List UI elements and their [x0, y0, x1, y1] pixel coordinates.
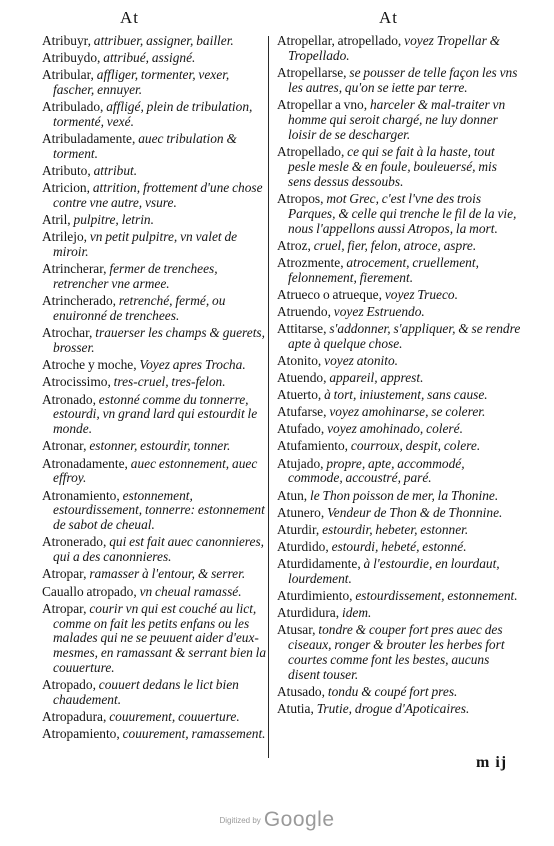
entry-headword: Atribular, [42, 67, 94, 83]
entry-headword: Atropellarse, [277, 65, 347, 80]
entry-definition: voyez Trueco. [384, 286, 458, 302]
dictionary-entry [277, 145, 521, 190]
dictionary-entry [277, 305, 521, 320]
dictionary-entry [42, 358, 270, 373]
dictionary-entry [42, 710, 270, 725]
entry-definition: couuert dedans le lict bien chaudement. [53, 677, 239, 708]
dictionary-entry [277, 256, 521, 286]
entry-headword: Atropar, [42, 600, 87, 616]
entry-definition: idem. [341, 605, 372, 621]
column-header-left: At [120, 8, 139, 27]
entry-definition: attribut. [93, 163, 138, 179]
entry-headword: Attitarse, [277, 321, 327, 336]
entry-definition: affligé, plein de tribulation, tormenté, vexé. [53, 99, 253, 130]
dictionary-entry [277, 589, 521, 604]
entry-headword: Atrochar, [42, 325, 93, 341]
entry-headword: Atuendo, [277, 370, 327, 386]
entry-definition: estonnement, estourdissement, tonnerre: estonnement de sabot de cheual. [53, 487, 265, 533]
entry-definition: attribué, assigné. [103, 50, 196, 66]
dictionary-entry [277, 239, 521, 254]
entry-definition: Voyez apres Trocha. [139, 357, 246, 373]
entry-headword: Atroche y moche, [42, 357, 137, 373]
dictionary-entry [277, 439, 521, 454]
entry-definition: à l'estourdie, en lourdaut, lourdement. [288, 555, 500, 586]
dictionary-entry [42, 213, 270, 228]
digitized-by-text: Digitized by [219, 816, 261, 825]
entry-definition: trauerser les champs & guerets, brosser. [53, 325, 265, 356]
entry-headword: Atroz, [277, 237, 311, 253]
entry-headword: Atropado, [42, 677, 96, 693]
dictionary-entry [42, 535, 270, 565]
entry-definition: se pousser de telle façon les vns les autres, qu'on se iette par terre. [288, 65, 518, 95]
entry-headword: Atropos, [277, 190, 324, 206]
entry-headword: Atufado, [277, 421, 325, 437]
entry-definition: couurement, couuerture. [109, 709, 240, 725]
entry-definition: atrocement, cruellement, felonnement, fierement. [288, 254, 479, 285]
dictionary-entry [42, 100, 270, 130]
dictionary-entry [42, 678, 270, 708]
entry-headword: Atronar, [42, 438, 87, 454]
entry-definition: s'addonner, s'appliquer, & se rendre apte à quelque chose. [288, 321, 521, 351]
dictionary-entry [42, 68, 270, 98]
entry-headword: Atropadura, [42, 709, 107, 725]
dictionary-entry [277, 623, 521, 683]
entry-definition: tres-cruel, tres-felon. [113, 374, 226, 390]
dictionary-entry [277, 66, 521, 96]
column-header-right: At [379, 8, 398, 27]
dictionary-entry [42, 326, 270, 356]
dictionary-entry [42, 602, 270, 677]
entry-headword: Atrincherar, [42, 261, 107, 277]
entry-headword: Atunero, [277, 504, 325, 520]
dictionary-entry [277, 606, 521, 621]
entry-headword: Atropellado, [277, 143, 345, 159]
entry-headword: Atril, [42, 212, 71, 228]
dictionary-entry [42, 262, 270, 292]
dictionary-entry [42, 585, 270, 600]
entry-headword: Atrueco o atrueque, [277, 286, 382, 302]
dictionary-entry [277, 192, 521, 237]
entry-definition: courir vn qui est couché au lict, comme on fait les petits enfans ou les malades qui ne se peuuent aider d'eux-mesmes, en ramassant & serrant bien la couuerture. [53, 600, 267, 676]
entry-headword: Atropellar a vno, [277, 97, 368, 112]
entry-headword: Atropamiento, [42, 726, 120, 742]
google-logo-text: Google [263, 808, 335, 831]
entry-headword: Atusar, [277, 622, 316, 638]
right-column [277, 34, 521, 719]
entry-headword: Atricion, [42, 180, 90, 196]
entry-headword: Atropellar, atropellado, [277, 33, 402, 48]
entry-definition: courroux, despit, colere. [350, 438, 481, 454]
dictionary-entry [42, 393, 270, 438]
entry-definition: estourdir, hebeter, estonner. [322, 521, 469, 537]
entry-definition: vn petit pulpitre, vn valet de miroir. [53, 229, 238, 260]
entry-headword: Atusado, [277, 683, 325, 699]
entry-definition: voyez amohinarse, se colerer. [329, 404, 486, 420]
dictionary-entry [277, 371, 521, 386]
dictionary-entry [42, 181, 270, 211]
dictionary-entry [277, 685, 521, 700]
entry-definition: voyez atonito. [324, 353, 398, 368]
entry-definition: ce qui se fait à la haste, tout pesle mesle & en foule, bouleuersé, mis sens dessus dessoubs. [288, 143, 497, 189]
entry-definition: voyez Estruendo. [333, 303, 425, 319]
dictionary-entry [277, 422, 521, 437]
entry-headword: Atujado, [277, 455, 324, 471]
entry-definition: retrenché, fermé, ou enuironné de trenchees. [53, 293, 226, 324]
dictionary-entry [277, 405, 521, 420]
dictionary-entry [42, 34, 270, 49]
entry-definition: fermer de trenchees, retrencher vne armee. [53, 261, 218, 292]
entry-definition: voyez amohinado, coleré. [327, 421, 463, 437]
entry-headword: Atutia, [277, 701, 314, 717]
entry-headword: Atrilejo, [42, 229, 87, 245]
dictionary-entry [277, 354, 521, 369]
dictionary-entry [277, 489, 521, 504]
dictionary-entry [42, 294, 270, 324]
dictionary-entry [277, 523, 521, 538]
entry-headword: Aturdir, [277, 521, 320, 537]
entry-headword: Atrocissimo, [42, 374, 111, 390]
entry-definition: estourdissement, estonnement. [355, 587, 518, 603]
entry-definition: Trutie, drogue d'Apoticaires. [316, 701, 470, 717]
entry-definition: affliger, tormenter, vexer, fascher, ennuyer. [53, 67, 230, 98]
entry-headword: Aturdidamente, [277, 555, 361, 571]
dictionary-entry [277, 506, 521, 521]
entry-headword: Atun, [277, 487, 308, 503]
entry-headword: Cauallo atropado, [42, 583, 137, 599]
entry-definition: voyez Tropellar & Tropellado. [288, 33, 501, 63]
dictionary-entry [277, 388, 521, 403]
entry-definition: estourdi, hebeté, estonné. [331, 538, 467, 554]
dictionary-entry [277, 540, 521, 555]
dictionary-entry [277, 557, 521, 587]
dictionary-entry [277, 34, 521, 64]
entry-headword: Atuerto, [277, 387, 322, 403]
entry-headword: Aturdidura, [277, 605, 340, 621]
dictionary-entry [42, 51, 270, 66]
entry-definition: cruel, fier, felon, atroce, aspre. [313, 237, 477, 253]
dictionary-entry [42, 567, 270, 582]
column-divider [268, 36, 269, 758]
entry-definition: propre, apte, accommodé, commode, accoustré, paré. [288, 455, 465, 486]
entry-definition: harceler & mal-traiter vn homme qui seroit chargé, ne luy donner loisir de se descharger. [288, 97, 506, 142]
entry-headword: Atronerado, [42, 534, 107, 550]
entry-definition: auec tribulation & torment. [53, 131, 237, 162]
entry-headword: Atribulado, [42, 99, 104, 115]
dictionary-entry [277, 288, 521, 303]
entry-definition: couurement, ramassement. [122, 726, 266, 742]
entry-headword: Atrincherado, [42, 293, 116, 309]
entry-definition: estonner, estourdir, tonner. [89, 438, 231, 454]
entry-headword: Atropar, [42, 566, 87, 582]
entry-definition: estonné comme du tonnerre, estourdi, vn grand lard qui estourdit le monde. [53, 391, 258, 437]
entry-definition: appareil, apprest. [329, 370, 424, 386]
entry-headword: Aturdimiento, [277, 587, 353, 603]
entry-definition: auec estonnement, auec effroy. [53, 455, 258, 486]
dictionary-entry [277, 322, 521, 352]
entry-definition: ramasser à l'entour, & serrer. [89, 566, 246, 582]
entry-definition: qui est fait auec canonnieres, qui a des canonnieres. [53, 534, 264, 565]
entry-definition: pulpitre, letrin. [73, 212, 154, 228]
dictionary-entry [42, 439, 270, 454]
dictionary-entry [277, 98, 521, 143]
dictionary-entry [277, 457, 521, 487]
dictionary-entry [42, 457, 270, 487]
dictionary-entry [42, 375, 270, 390]
entry-headword: Atronadamente, [42, 455, 128, 471]
entry-definition: vn cheual ramassé. [139, 583, 242, 599]
entry-headword: Atronado, [42, 391, 96, 407]
entry-headword: Atributo, [42, 163, 91, 179]
signature-mark: m ij [476, 754, 508, 771]
entry-headword: Atrozmente, [277, 254, 344, 270]
entry-definition: tondre & couper fort pres auec des ciseaux, ronger & brouter les herbes fort courtes comme font les bestes, aucuns disent touser. [288, 622, 505, 682]
entry-headword: Atronamiento, [42, 487, 120, 503]
dictionary-entry [42, 164, 270, 179]
dictionary-entry [42, 489, 270, 534]
entry-headword: Atufarse, [277, 404, 327, 420]
entry-headword: Atonito, [277, 353, 322, 368]
entry-definition: attrition, frottement d'une chose contre vne autre, vsure. [53, 180, 263, 211]
entry-definition: le Thon poisson de mer, la Thonine. [310, 487, 499, 503]
entry-headword: Atruendo, [277, 303, 331, 319]
dictionary-entry [42, 132, 270, 162]
entry-headword: Atribuydo, [42, 50, 101, 66]
entry-headword: Aturdido, [277, 538, 329, 554]
entry-definition: à tort, iniustement, sans cause. [324, 387, 488, 403]
digitized-footer [0, 808, 554, 832]
entry-headword: Atufamiento, [277, 438, 349, 454]
dictionary-entry [42, 727, 270, 742]
entry-definition: mot Grec, c'est l'vne des trois Parques, & celle qui trenche le fil de la vie, nous l'appellons aussi Atropos, la mort. [288, 190, 517, 236]
entry-headword: Atribuyr, [42, 33, 91, 48]
entry-definition: Vendeur de Thon & de Thonnine. [327, 504, 503, 520]
dictionary-entry [277, 702, 521, 717]
dictionary-entry [42, 230, 270, 260]
entry-definition: tondu & coupé fort pres. [327, 683, 458, 699]
left-column [42, 34, 270, 745]
entry-definition: attribuer, assigner, bailler. [93, 33, 234, 48]
entry-headword: Atribuladamente, [42, 131, 136, 147]
